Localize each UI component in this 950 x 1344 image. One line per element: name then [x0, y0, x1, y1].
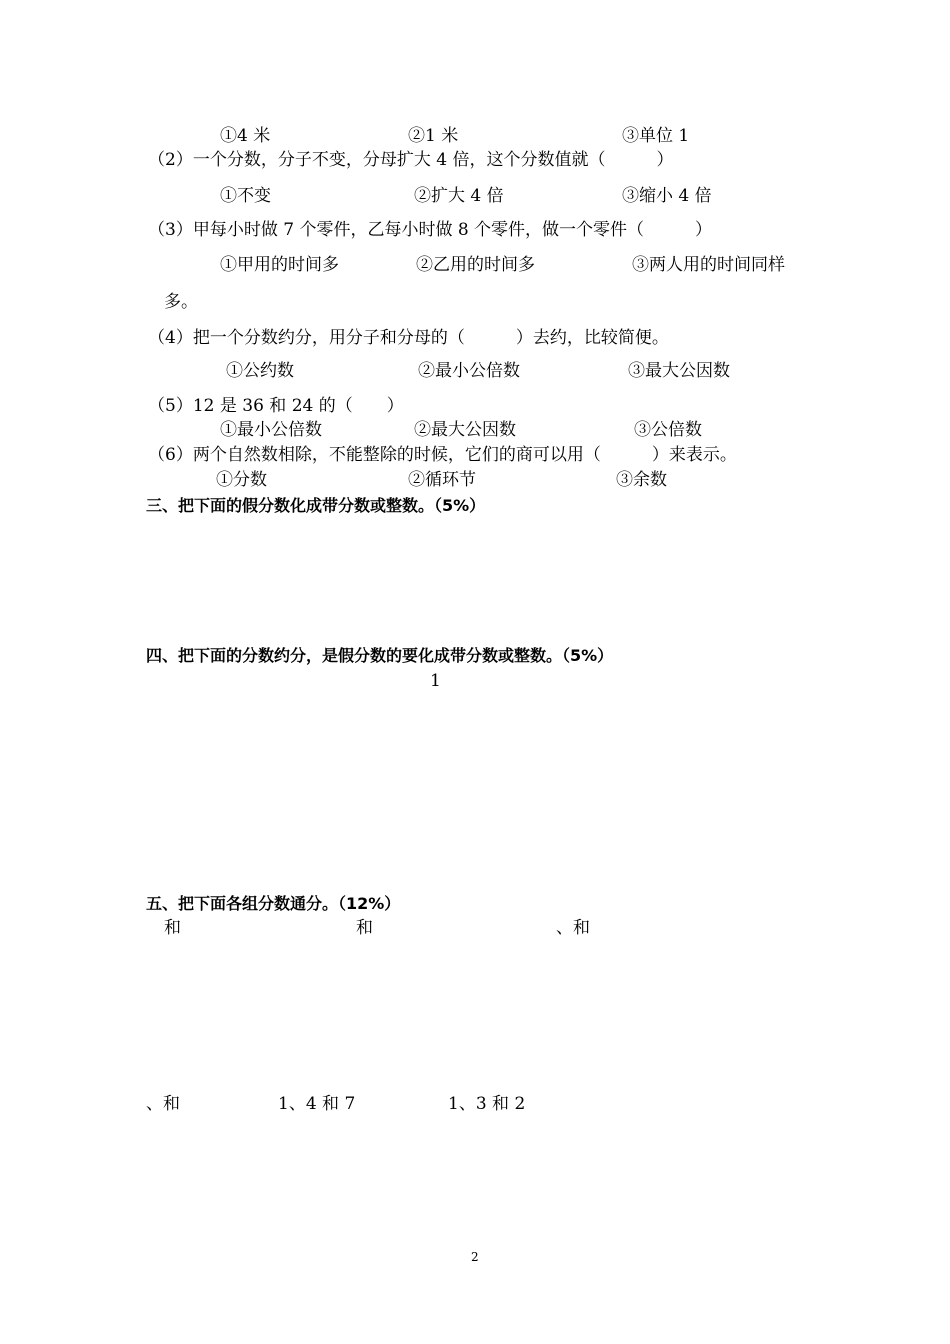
section-5-row2-item-2: 1、4 和 7	[278, 1094, 356, 1114]
section-5-row1-item-2: 和	[356, 918, 373, 938]
q6-option-b: ②循环节	[408, 470, 476, 490]
q3-option-c-continuation: 多。	[164, 292, 198, 312]
q2-option-b: ②扩大 4 倍	[414, 186, 504, 206]
q4-stem: （4）把一个分数约分，用分子和分母的（ ）去约，比较简便。	[148, 328, 669, 348]
q3-option-a: ①甲用的时间多	[220, 255, 339, 275]
q2-stem: （2）一个分数，分子不变，分母扩大 4 倍，这个分数值就（ ）	[148, 150, 674, 170]
q6-option-c: ③余数	[616, 470, 667, 490]
section-5-row1-item-1: 和	[164, 918, 181, 938]
q2-option-c: ③缩小 4 倍	[622, 186, 712, 206]
q3-stem: （3）甲每小时做 7 个零件，乙每小时做 8 个零件，做一个零件（ ）	[148, 220, 713, 240]
section-5-row1-item-3: 、和	[556, 918, 590, 938]
section-4-item: 1	[430, 671, 441, 691]
section-5-row2-item-3: 1、3 和 2	[448, 1094, 526, 1114]
q6-option-a: ①分数	[216, 470, 267, 490]
section-4-title: 四、把下面的分数约分，是假分数的要化成带分数或整数。（5%）	[146, 646, 614, 665]
q3-option-b: ②乙用的时间多	[416, 255, 535, 275]
q6-stem: （6）两个自然数相除，不能整除的时候，它们的商可以用（ ）来表示。	[148, 445, 737, 465]
q4-option-c: ③最大公因数	[628, 361, 730, 381]
section-5-title: 五、把下面各组分数通分。（12%）	[146, 894, 401, 913]
q4-option-a: ①公约数	[226, 361, 294, 381]
q1-option-a: ①4 米	[220, 126, 271, 146]
q4-option-b: ②最小公倍数	[418, 361, 520, 381]
q2-option-a: ①不变	[220, 186, 271, 206]
q5-option-a: ①最小公倍数	[220, 420, 322, 440]
section-3-title: 三、把下面的假分数化成带分数或整数。（5%）	[146, 496, 486, 515]
q5-option-c: ③公倍数	[634, 420, 702, 440]
section-5-row2-item-1: 、和	[146, 1094, 180, 1114]
page-number: 2	[471, 1250, 479, 1264]
q5-stem: （5）12 是 36 和 24 的（ ）	[148, 396, 404, 416]
q1-option-b: ②1 米	[408, 126, 459, 146]
q5-option-b: ②最大公因数	[414, 420, 516, 440]
q1-option-c: ③单位 1	[622, 126, 690, 146]
q3-option-c: ③两人用的时间同样	[632, 255, 785, 275]
